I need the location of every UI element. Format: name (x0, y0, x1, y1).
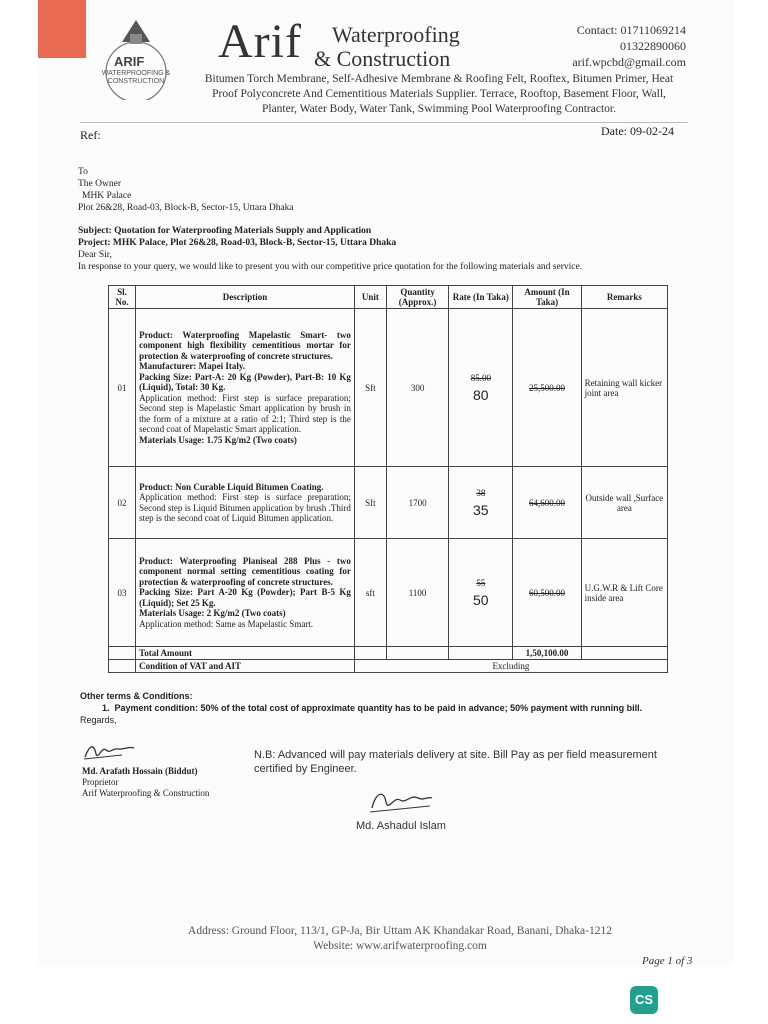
vat-label: Condition of VAT and AIT (136, 660, 355, 673)
signer-company: Arif Waterproofing & Construction (82, 788, 210, 798)
terms-item-number: 1. (102, 703, 110, 713)
total-row (109, 647, 668, 660)
row-remarks: U.G.W.R & Lift Core inside area (581, 539, 667, 647)
row-remarks: Outside wall ,Surface area (581, 467, 667, 539)
header-sl: Sl. No. (109, 286, 136, 309)
brand-name: Arif (218, 15, 302, 68)
row-description (136, 309, 355, 467)
desc-product: Product: Waterproofing Mapelastic Smart- two component high flexibility cementitious mortar for protection & waterproofing of concrete structures. (139, 329, 351, 361)
total-empty-cell (386, 647, 448, 660)
desc-method: Application method: First step is surface preparation; Second step is Mapelastic Smart application by brush in the form of a mixture at a ratio of 2:1; Third step is the second coat of Mapelastic Smart application. (139, 392, 351, 435)
quotation-table (108, 285, 668, 673)
header-unit: Unit (354, 286, 386, 309)
letter-heading (78, 225, 582, 273)
total-label: Total Amount (136, 647, 355, 660)
ref-label: Ref: (80, 128, 101, 142)
desc-packing: Packing Size: Part-A: 20 Kg (Powder), Part-B: 10 Kg (Liquid), Total: 30 Kg. (139, 371, 351, 393)
vat-value: Excluding (354, 660, 667, 673)
date-label: Date: 09-02-24 (601, 124, 674, 138)
row-amount: 64,600.00 (513, 467, 581, 539)
row-remarks: Retaining wall kicker joint area (581, 309, 667, 467)
brand-line-2: & Construction (314, 46, 451, 71)
signer-title: Proprietor (82, 777, 119, 787)
header-amount: Amount (In Taka) (513, 286, 581, 309)
footer-website: Website: www.arifwaterproofing.com (313, 940, 487, 952)
total-empty-cell (354, 647, 386, 660)
row-sl: 03 (109, 539, 136, 647)
client-signer-name: Md. Ashadul Islam (356, 820, 446, 832)
desc-product: Product: Waterproofing Planiseal 288 Plus - two component normal setting cementitious coating for protection & waterproofing of concrete structures. (139, 555, 351, 587)
table-header-row (109, 286, 668, 309)
note-text: N.B: Advanced will pay materials delivery at site. Bill Pay as per field measurement certified by Engineer. (254, 749, 657, 775)
signature-icon (82, 740, 142, 762)
desc-method: Application method: First step is surface preparation; Second step is Liquid Bitumen application by brush .Third step is the second coat of Liquid Bitumen application. (139, 492, 351, 523)
terms-heading: Other terms & Conditions: (80, 691, 193, 701)
table-row (109, 467, 668, 539)
header-description: Description (136, 286, 355, 309)
salutation: Dear Sir, (78, 250, 112, 260)
recipient-address (78, 166, 294, 214)
project-line: Project: MHK Palace, Plot 26&28, Road-03, Block-B, Sector-15, Uttara Dhaka (78, 238, 397, 248)
red-corner-strip (38, 0, 86, 58)
row-unit: Sft (354, 309, 386, 467)
subject-line: Subject: Quotation for Waterproofing Materials Supply and Application (78, 226, 372, 236)
contact-email: arif.wpcbd@gmail.com (572, 55, 686, 69)
total-empty-cell (449, 647, 513, 660)
row-unit: Sft (354, 467, 386, 539)
rate-old: 38 (476, 487, 486, 498)
row-qty: 300 (386, 309, 448, 467)
camscanner-badge: CS (630, 986, 658, 1014)
logo-name: ARIF (114, 54, 145, 69)
contact-block (572, 22, 686, 70)
address-name: MHK Palace (82, 191, 132, 201)
address-owner: The Owner (78, 179, 121, 189)
row-sl: 02 (109, 467, 136, 539)
vat-row (109, 660, 668, 673)
page-number: Page 1 of 3 (642, 955, 693, 967)
rate-old: 55 (476, 577, 486, 588)
row-sl: 01 (109, 309, 136, 467)
signature-block (82, 766, 209, 799)
terms-item-1: Payment condition: 50% of the total cost of approximate quantity has to be paid in advance; 50% payment with running bill. (114, 703, 643, 713)
row-rate (449, 539, 513, 647)
address-street: Plot 26&28, Road-03, Block-B, Sector-15, Uttara Dhaka (78, 203, 294, 213)
footer (100, 924, 700, 954)
row-rate (449, 467, 513, 539)
table-row (109, 309, 668, 467)
desc-method: Application method: Same as Mapelastic Smart. (139, 618, 314, 629)
row-rate (449, 309, 513, 467)
terms-section (80, 690, 680, 726)
signer-name: Md. Arafath Hossain (Biddut) (82, 766, 198, 776)
intro-text: In response to your query, we would like to present you with our competitive price quotation for the following materials and service. (78, 262, 583, 272)
client-signature-icon (366, 786, 436, 816)
vat-empty-cell (109, 660, 136, 673)
rate-old: 85.00 (470, 372, 491, 383)
contact-phone-2: 01322890060 (620, 39, 686, 53)
header-quantity: Quantity (Approx.) (386, 286, 448, 309)
header-divider (80, 122, 688, 123)
rate-new-handwritten: 50 (473, 591, 489, 608)
total-empty-cell (581, 647, 667, 660)
desc-usage: Materials Usage: 1.75 Kg/m2 (Two coats) (139, 434, 297, 445)
footer-address: Address: Ground Floor, 113/1, GP-Ja, Bir Uttam AK Khandakar Road, Banani, Dhaka-1212 (188, 925, 612, 937)
brand-line-1: Waterproofing (332, 22, 460, 47)
row-amount: 60,500.00 (513, 539, 581, 647)
row-description (136, 539, 355, 647)
address-to: To (78, 167, 88, 177)
regards: Regards, (80, 715, 117, 725)
desc-manufacturer: Manufacturer: Mapei Italy. (139, 361, 246, 372)
contact-phone-1: Contact: 01711069214 (576, 23, 686, 37)
row-qty: 1700 (386, 467, 448, 539)
row-unit: sft (354, 539, 386, 647)
rate-new-handwritten: 80 (473, 386, 489, 403)
header-remarks: Remarks (581, 286, 667, 309)
rate-new-handwritten: 35 (473, 501, 489, 518)
table-row (109, 539, 668, 647)
row-qty: 1100 (386, 539, 448, 647)
desc-product: Product: Non Curable Liquid Bitumen Coating. (139, 481, 324, 492)
logo-subtitle: WATERPROOFING & CONSTRUCTION (101, 70, 171, 85)
row-description (136, 467, 355, 539)
desc-packing: Packing Size: Part A-20 Kg (Powder); Part B-5 Kg (Liquid); Set 25 Kg. (139, 587, 351, 608)
services-text: Bitumen Torch Membrane, Self-Adhesive Membrane & Roofing Felt, Rooftex, Bitumen Primer, Heat Proof Polyconcrete And Cementitious Materials Supplier. Terrace, Rooftop, Basement Floor, Wall, Planter, Water Body, Water Tank, Swimming Pool Waterproofing Contractor. (204, 73, 674, 115)
header-rate: Rate (In Taka) (449, 286, 513, 309)
desc-usage: Materials Usage: 2 Kg/m2 (Two coats) (139, 608, 286, 619)
total-empty-cell (109, 647, 136, 660)
row-amount: 25,500.00 (513, 309, 581, 467)
total-value: 1,50,100.00 (513, 647, 581, 660)
